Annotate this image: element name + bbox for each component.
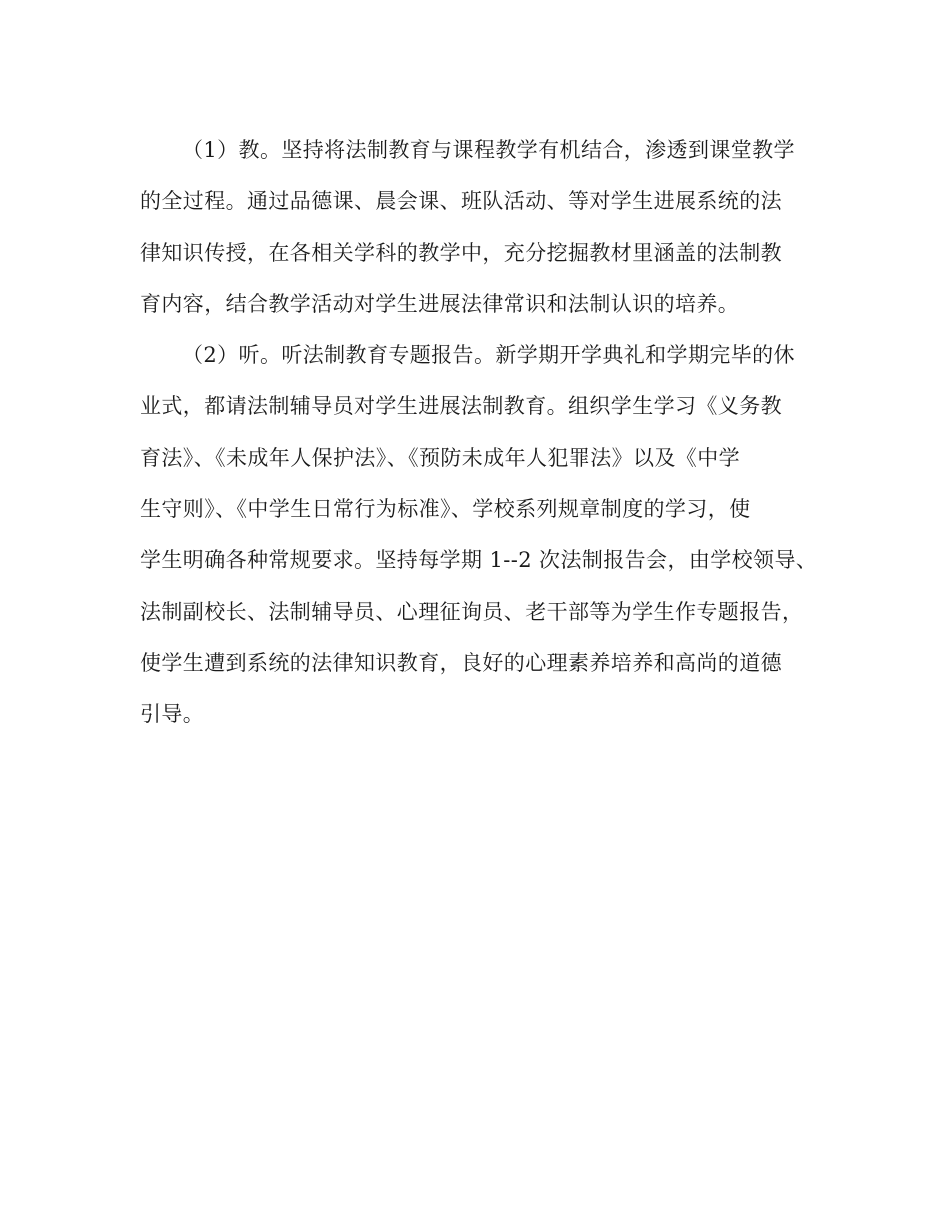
paragraph-1-line-4: 育内容，结合教学活动对学生进展法律常识和法制认识的培养。 [140,291,740,316]
paragraph-2-line-2: 业式，都请法制辅导员对学生进展法制教育。组织学生学习《义务教 [140,394,782,419]
paragraph-1-line-1: （1）教。坚持将法制教育与课程教学有机结合，渗透到课堂教学 [182,138,795,162]
paragraph-1-line-3: 律知识传授，在各相关学科的教学中，充分挖掘教材里涵盖的法制教 [140,240,782,265]
paragraph-2-line-8: 引导。 [140,702,205,727]
paragraph-2-line-1: （2）听。听法制教育专题报告。新学期开学典礼和学期完毕的休 [182,343,795,368]
paragraph-2-line-6: 法制副校长、法制辅导员、心理征询员、老干部等为学生作专题报告， [140,599,804,624]
paragraph-2-line-7: 使学生遭到系统的法律知识教育，良好的心理素养培养和高尚的道德 [140,650,782,675]
paragraph-2-line-5: 学生明确各种常规要求。坚持每学期 1--2 次法制报告会，由学校领导、 [140,548,818,573]
document-body [140,125,820,741]
paragraph-2-line-3: 育法》、《未成年人保护法》、《预防未成年人犯罪法》以及《中学 [140,445,740,470]
paragraph-1-line-2: 的全过程。通过品德课、晨会课、班队活动、等对学生进展系统的法 [140,189,782,214]
paragraph-2-line-4: 生守则》、《中学生日常行为标准》、学校系列规章制度的学习，使 [140,497,751,522]
